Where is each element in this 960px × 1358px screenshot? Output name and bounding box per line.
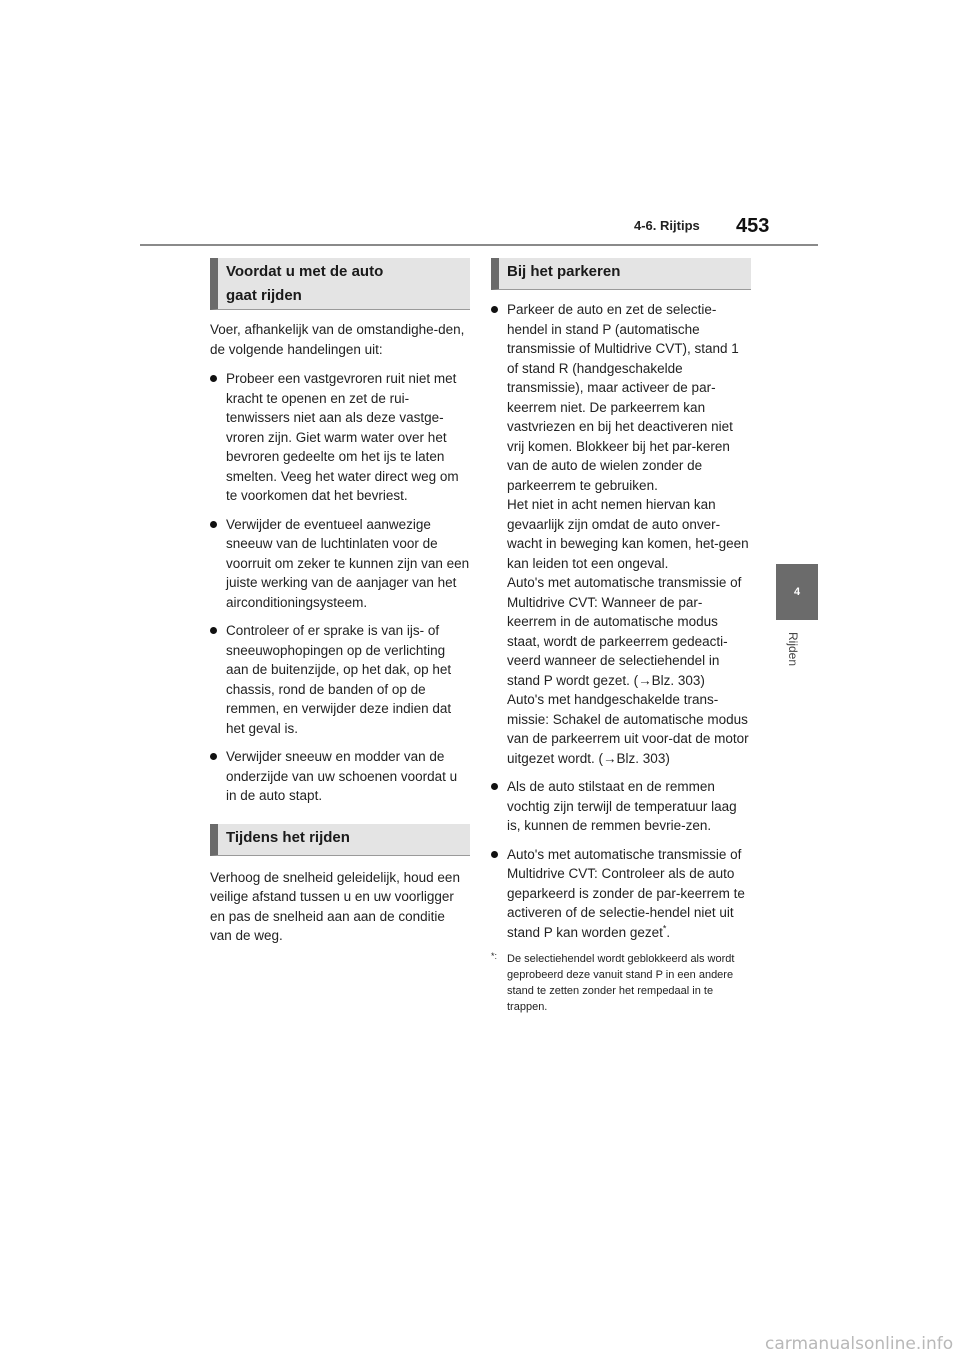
bullet-icon [210, 627, 217, 634]
section-heading-parking: Bij het parkeren [491, 258, 751, 290]
parking-automatic-text: Auto's met automatische transmissie of Multidrive CVT: Wanneer de par-keerrem in de automatische modus staat, wordt de parkeerrem gedeacti-veerd wanneer de selectiehendel in stand P wordt gezet. (→Blz. 303) [507, 575, 742, 688]
list-item [491, 300, 751, 768]
list-item: Als de auto stilstaat en de remmen vochtig zijn terwijl de temperatuur laag is, kunnen de remmen bevrie-zen. [491, 777, 751, 836]
header-section-title: 4-6. Rijtips [634, 218, 700, 233]
page-number: 453 [736, 215, 770, 237]
section-heading-before-driving [210, 258, 470, 310]
list-item: Auto's met automatische transmissie of Multidrive CVT: Controleer als de auto geparkeerd is zonder de par-keerrem te activeren of de selectie-hendel niet uit stand P kan worden gezet*. [491, 845, 751, 943]
header-rule [140, 244, 818, 246]
bullet-icon [210, 753, 217, 760]
while-driving-paragraph: Verhoog de snelheid geleidelijk, houd een veilige afstand tussen u en uw voorligger en pas de snelheid aan aan de conditie van de weg. [210, 869, 460, 943]
section-heading-line-1: Voordat u met de auto [226, 263, 384, 280]
section-heading-while-driving: Tijdens het rijden [210, 824, 470, 856]
right-column [491, 258, 751, 1015]
left-column [210, 258, 470, 946]
parking-list [491, 300, 751, 942]
parking-warning-text: Het niet in acht nemen hiervan kan gevaarlijk zijn omdat de auto onver-wacht in beweging kan komen, het-geen kan leiden tot een ongeval. [507, 497, 749, 571]
before-driving-list [210, 369, 470, 806]
intro-paragraph: Voer, afhankelijk van de omstandighe-den, de volgende handelingen uit: [210, 322, 465, 357]
chapter-tab-label: Rijden [786, 632, 800, 667]
bullet-icon [210, 521, 217, 528]
footnote-marker: *: [491, 951, 498, 961]
bullet-icon [491, 851, 498, 858]
list-item: Probeer een vastgevroren ruit niet met kracht te openen en zet de rui-tenwissers niet aan als deze vastge-vroren zijn. Giet warm water over het bevroren gedeelte om het ijs te laten smelten. Veeg het water direct weg om te voorkomen dat het bevriest. [210, 369, 470, 506]
bullet-icon [491, 783, 498, 790]
parking-check-text: Auto's met automatische transmissie of Multidrive CVT: Controleer als de auto geparkeerd is zonder de par-keerrem te activeren of de selectie-hendel niet uit stand P kan worden gezet [507, 846, 745, 940]
footnote-reference: * [662, 923, 667, 933]
watermark: carmanualsonline.info [765, 1334, 954, 1354]
parking-text: Parkeer de auto en zet de selectie-hendel in stand P (automatische transmissie of Multidrive CVT), stand 1 of stand R (handgeschakelde transmissie), maar activeer de par-keerrem niet. De parkeerrem kan vastvriezen en bij het deactiveren niet vrij komen. Blokkeer bij het par-keren van de auto de wielen zonder de parkeerrem te gebruiken. [507, 302, 739, 493]
list-item: Verwijder de eventueel aanwezige sneeuw van de luchtinlaten voor de voorruit om zeker te kunnen zijn van een juiste werking van de aanjager van het airconditioningsysteem. [210, 515, 470, 613]
footnote-text: De selectiehendel wordt geblokkeerd als wordt geprobeerd deze vanuit stand P in een andere stand te zetten zonder het rempedaal in te trappen. [507, 953, 735, 1013]
footnote [491, 951, 751, 1015]
section-heading-line-2: gaat rijden [226, 287, 302, 304]
list-item: Controleer of er sprake is van ijs- of sneeuwophopingen op de verlichting aan de buitenzijde, op het dak, op het chassis, rond de banden of op de remmen, en verwijder deze indien dat het geval is. [210, 621, 470, 738]
parking-manual-text: Auto's met handgeschakelde trans-missie: Schakel de automatische modus van de parkeerrem uit voor-dat de motor uitgezet wordt. (→Blz. 303) [507, 692, 749, 766]
list-item: Verwijder sneeuw en modder van de onderzijde van uw schoenen voordat u in de auto stapt. [210, 747, 470, 806]
bullet-icon [491, 306, 498, 313]
bullet-icon [210, 375, 217, 382]
chapter-tab: 4 [776, 564, 818, 620]
